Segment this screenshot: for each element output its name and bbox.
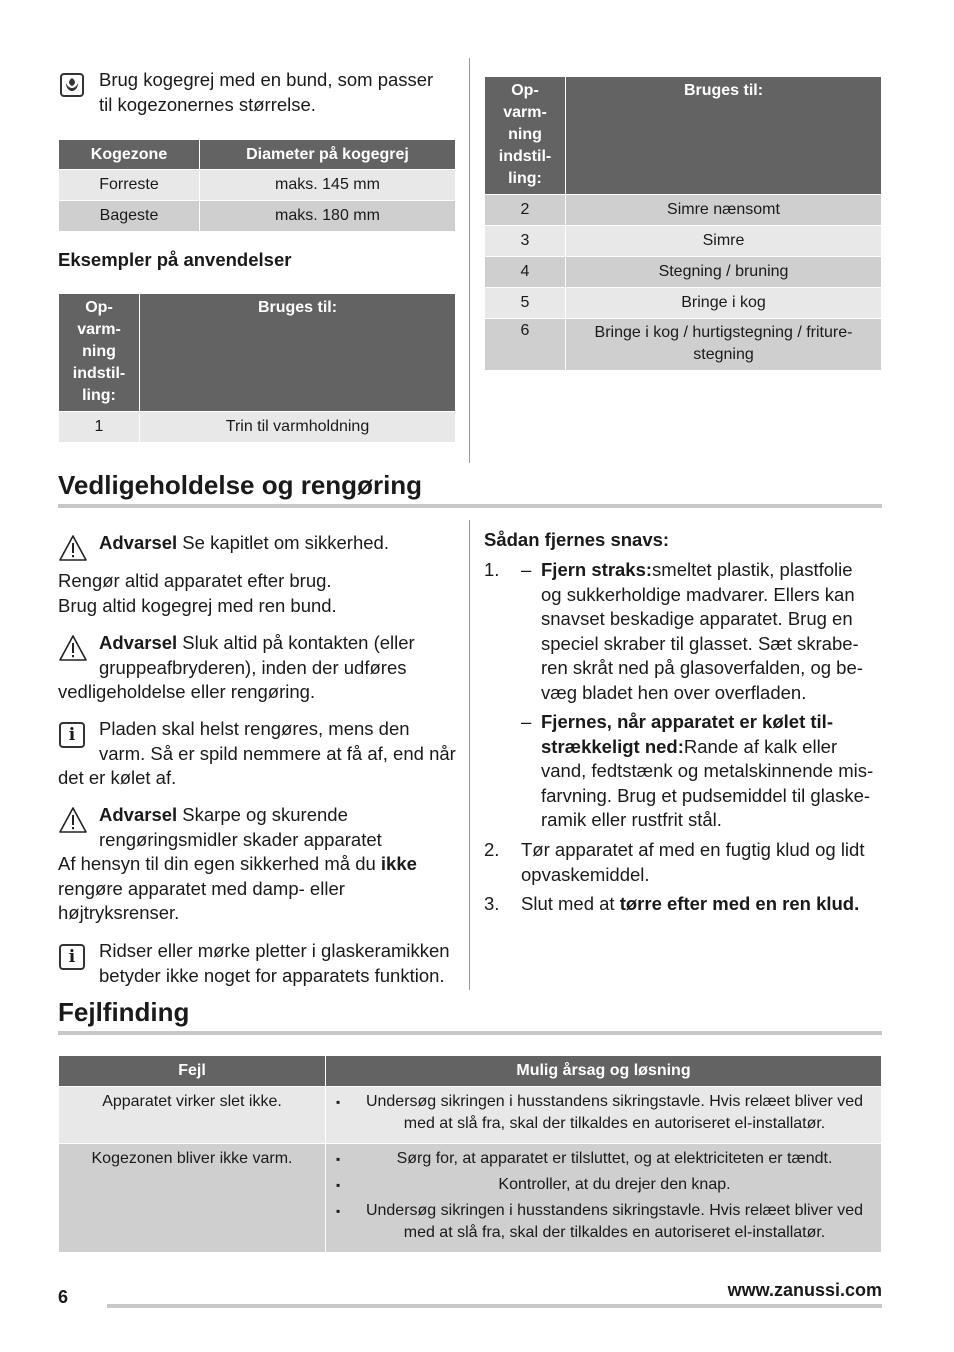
footer-rule [107,1304,882,1308]
table-cell: Bringe i kog / hurtigstegning / friture- stegning [566,319,882,371]
table-cell: Bringe i kog [566,288,882,319]
dirt-heading: Sådan fjernes snavs: [484,529,670,550]
step-1a-dash: – [521,559,532,580]
text-line: højtryksrenser. [58,902,180,923]
table-cell: maks. 145 mm [200,170,456,201]
clean-paragraph [58,569,337,618]
table-row [485,288,882,319]
table-cell: Simre nænsomt [566,195,882,226]
header-used-for: Bruges til: [140,294,456,412]
text-span: Slut med at [521,893,620,914]
table-row [59,201,456,232]
fault-cell: Apparatet virker slet ikke. [59,1087,326,1144]
info-icon: i [59,722,85,748]
list-item: ▪ Undersøg sikringen i husstandens sikringstavle. Hvis relæet bliver ved med at slå fra, skal der tilkaldes en autoriseret el-installatør. [332,1091,875,1135]
text-line: Brug altid kogegrej med ren bund. [58,594,337,616]
text-line: vedligeholdelse eller rengøring. [58,681,316,702]
warning-text: Skarpe og skurende [177,804,348,825]
text-line [541,735,886,760]
text-line: ren skråt ned på glasoverfalden, og be- [541,657,863,678]
text-line: betyder ikke noget for apparatets funktion. [99,964,445,986]
text-line [541,558,886,583]
table-cell: maks. 180 mm [200,201,456,232]
solution-cell [326,1087,882,1144]
header-cooking-zone: Kogezone [59,140,200,170]
warning-2 [58,631,458,705]
warning-text: Sluk altid på kontakten (eller [177,632,415,653]
warning-1 [99,531,389,556]
emphasis-text: tørre efter med en ren klud. [619,893,860,914]
text-line: og sukkerholdige madvarer. Ellers kan [541,583,855,605]
website-link[interactable]: www.zanussi.com [727,1280,882,1300]
text-line [58,631,458,656]
text-line: farvning. Brug et pudsemiddel til glaske- [541,784,871,806]
column-divider [469,58,470,463]
text-span: Af hensyn til din egen sikkerhed må du [58,853,381,874]
step-1b-label: strækkeligt ned: [541,735,684,757]
table-cell: Bageste [59,201,200,232]
warning-label: Advarsel [99,804,178,825]
text-line: opvaskemiddel. [521,863,650,885]
text-line: snavset beskadige apparatet. Brug en [541,608,853,629]
header-cause-solution: Mulig årsag og løsning [326,1056,882,1087]
header-used-for: Bruges til: [566,77,882,195]
cookware-intro: Brug kogegrej med en bund, som passer til kogezonernes størrelse. [99,69,434,115]
table-cell: Stegning / bruning [566,257,882,288]
step-1b-dash: – [521,711,532,732]
table-cell: Forreste [59,170,200,201]
text-line: Ridser eller mørke pletter i glaskeramikken [99,940,450,961]
warning-label: Advarsel [99,632,178,653]
warning-3 [58,803,458,926]
cooking-zone-table [58,139,456,232]
step-1a [541,558,886,705]
table-cell: 6 [485,319,566,371]
text-line: vand, fedtstænk og metalskinnende mis- [541,760,874,781]
emphasis-text: ikke [380,853,417,874]
table-cell: Trin til varmholdning [140,412,456,443]
table-row [485,319,882,371]
step-3 [521,892,886,917]
usage-table-1 [58,293,456,443]
step-1a-label: Fjern straks: [541,559,653,580]
info-icon: i [59,944,85,970]
header-fault: Fejl [59,1056,326,1087]
table-row [59,1087,882,1144]
table-row [485,257,882,288]
page-number: 6 [58,1287,69,1307]
info-2 [99,939,469,988]
list-item: ▪ Sørg for, at apparatet er tilsluttet, og at elektriciteten er tændt. [332,1148,875,1170]
troubleshooting-table [58,1055,882,1253]
text-line: rengøre apparatet med damp- eller [58,877,345,899]
warning-text: Se kapitlet om sikkerhed. [177,532,389,553]
examples-heading: Eksempler på anvendelser [58,249,292,270]
troubleshooting-title: Fejlfinding [58,997,190,1027]
step-3-number: 3. [484,893,500,914]
usage-table-2 [484,76,882,371]
list-item: ▪ Kontroller, at du drejer den knap. [332,1174,875,1196]
text-line: Fjernes, når apparatet er kølet til- [541,711,833,732]
text-line: rengøringsmidler skader apparatet [99,828,382,850]
text-line: Tør apparatet af med en fugtig klud og lidt [521,839,865,860]
text-line: speciel skraber til glasset. Sæt skrabe- [541,632,859,654]
table-cell: 2 [485,195,566,226]
step-2-number: 2. [484,839,500,860]
text-line: varm. Så er spild nemmere at få af, end når [99,742,456,764]
header-heat-setting: Op- varm- ning indstil- ling: [485,77,566,195]
text-line: det er kølet af. [58,767,177,788]
table-row [59,170,456,201]
cookware-icon [60,73,84,97]
table-row [59,412,456,443]
fault-cell: Kogezonen bliver ikke varm. [59,1144,326,1253]
info-1 [58,717,458,791]
text-line [58,803,458,828]
warning-label: Advarsel [99,532,178,553]
text-line: Pladen skal helst rengøres, mens den [99,718,410,739]
table-cell: Simre [566,226,882,257]
table-cell: 3 [485,226,566,257]
column-divider [469,520,470,990]
step-2 [521,838,886,887]
table-row [59,1144,882,1253]
section-rule [58,1031,882,1035]
list-item: ▪ Undersøg sikringen i husstandens sikringstavle. Hvis relæet bliver ved med at slå fra, skal der tilkaldes en autoriseret el-installatør. [332,1200,875,1244]
text-line: ramik eller rustfrit stål. [541,809,722,830]
warning-icon [58,534,88,562]
header-diameter: Diameter på kogegrej [200,140,456,170]
text-span: smeltet plastik, plastfolie [652,559,853,580]
text-line: Rengør altid apparatet efter brug. [58,570,332,591]
step-1-number: 1. [484,559,500,580]
table-cell: 4 [485,257,566,288]
header-heat-setting: Op- varm- ning indstil- ling: [59,294,140,412]
text-line: gruppeafbryderen), inden der udføres [99,656,407,678]
table-row [485,195,882,226]
solution-cell [326,1144,882,1253]
text-line: væg bladet hen over overfladen. [541,681,807,703]
maintenance-title: Vedligeholdelse og rengøring [58,470,423,500]
text-span: Rande af kalk eller [683,735,838,757]
table-cell: 1 [59,412,140,443]
table-cell: 5 [485,288,566,319]
table-row [485,226,882,257]
section-rule [58,504,882,508]
text-line [58,852,458,877]
step-1b [541,710,886,833]
